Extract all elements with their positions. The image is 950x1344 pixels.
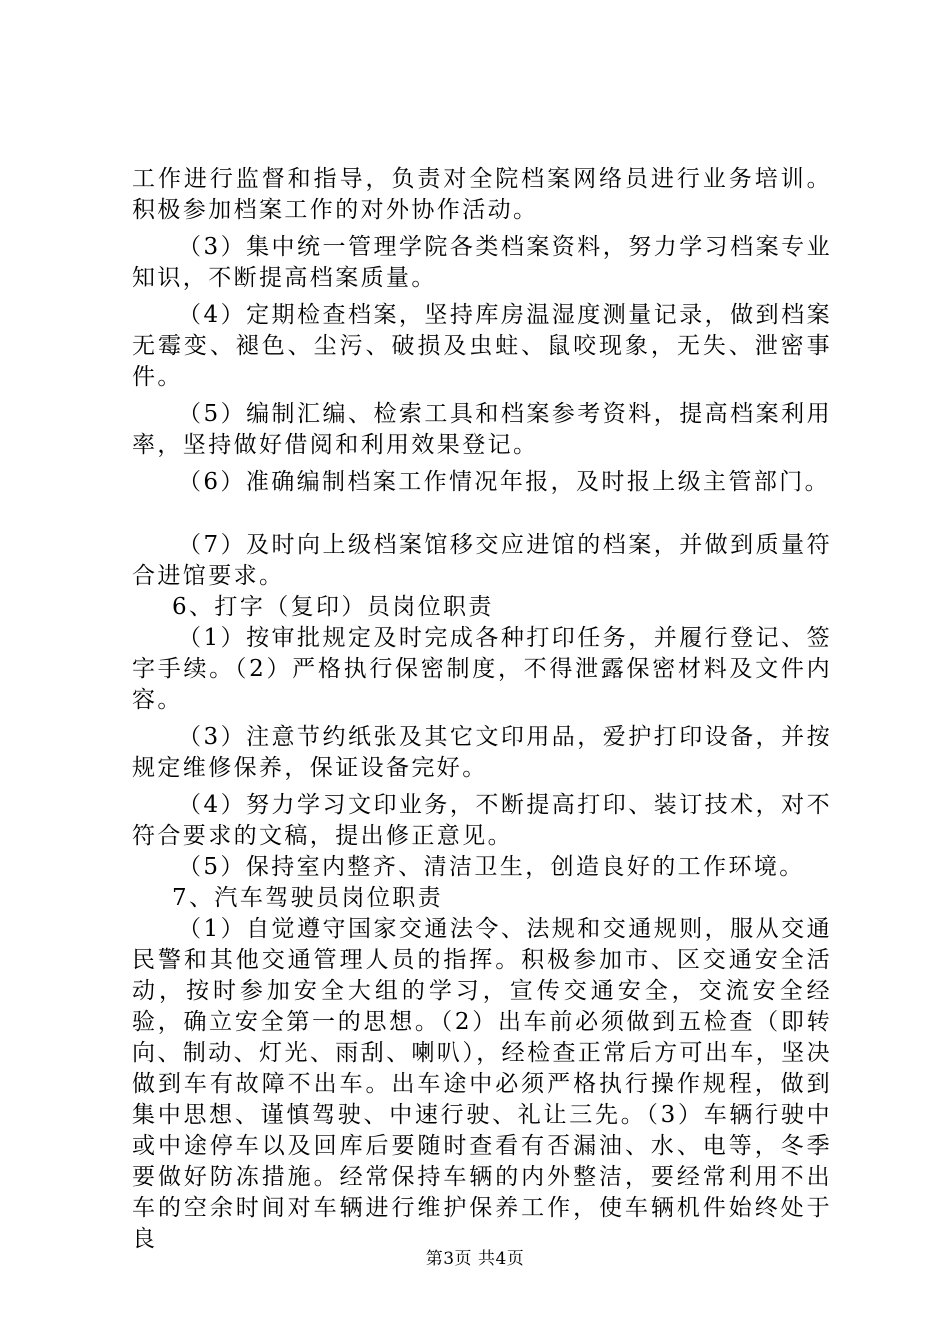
section-heading-typist: 6、打字（复印）员岗位职责 <box>172 594 494 620</box>
paragraph-driver-duties: （1）自觉遵守国家交通法令、法规和交通规则，服从交通民警和其他交通管理人员的指挥。积极参加市、区交通安全活动，按时参加安全大组的学习，宣传交通安全，交流安全经验，确立安全第一的思想。（2）出车前必须做到五检查（即转向、制动、灯光、雨刮、喇叭），经检查正常后方可出车，坚决做到车有故障不出车。出车途中必须严格执行操作规程，做到集中思想、谨慎驾驶、中速行驶、礼让三先。（3）车辆行驶中或中途停车以及回库后要随时查看有否漏油、水、电等，冬季要做好防冻措施。经常保持车辆的内外整洁，要经常利用不出车的空余时间对车辆进行维护保养工作，使车辆机件始终处于良 <box>132 916 832 1252</box>
page-footer: 第3页 共4页 <box>425 1249 525 1269</box>
section-heading-driver: 7、汽车驾驶员岗位职责 <box>172 885 444 911</box>
paragraph-item-4: （4）定期检查档案，坚持库房温湿度测量记录，做到档案无霉变、褪色、尘污、破损及虫蛀、鼠咬现象，无失、泄密事件。 <box>132 302 832 390</box>
document-body <box>132 164 832 1255</box>
paragraph-item-6: （6）准确编制档案工作情况年报，及时报上级主管部门。 <box>178 469 831 495</box>
paragraph-typist-4: （4）努力学习文印业务，不断提高打印、装订技术，对不符合要求的文稿，提出修正意见。 <box>132 792 832 849</box>
paragraph-item-3: （3）集中统一管理学院各类档案资料，努力学习档案专业知识，不断提高档案质量。 <box>132 234 832 291</box>
paragraph-typist-3: （3）注意节约纸张及其它文印用品，爱护打印设备，并按规定维修保养，保证设备完好。 <box>132 724 832 781</box>
paragraph-item-7: （7）及时向上级档案馆移交应进馆的档案，并做到质量符合进馆要求。 <box>132 532 832 589</box>
paragraph-typist-5: （5）保持室内整齐、清洁卫生，创造良好的工作环境。 <box>178 854 805 880</box>
paragraph-typist-1-2: （1）按审批规定及时完成各种打印任务，并履行登记、签字手续。（2）严格执行保密制度，不得泄露保密材料及文件内容。 <box>132 625 832 713</box>
paragraph-continuation: 工作进行监督和指导，负责对全院档案网络员进行业务培训。积极参加档案工作的对外协作活动。 <box>132 166 832 223</box>
paragraph-item-5: （5）编制汇编、检索工具和档案参考资料，提高档案利用率，坚持做好借阅和利用效果登记。 <box>132 401 832 458</box>
